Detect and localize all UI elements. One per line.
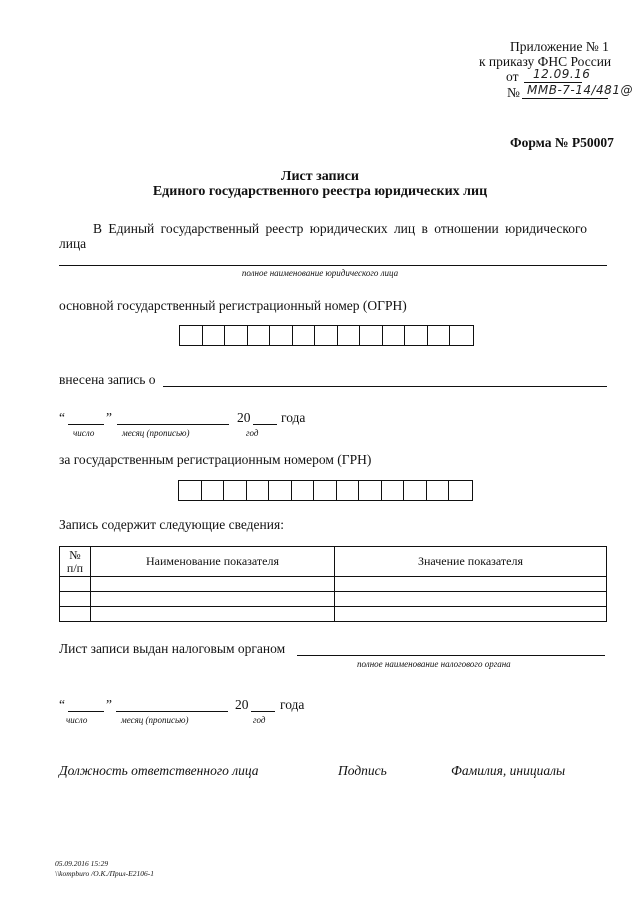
date2-day-caption: число bbox=[66, 715, 88, 725]
entry-line[interactable] bbox=[163, 386, 607, 387]
footer-timestamp: 05.09.2016 15:29 bbox=[55, 859, 109, 868]
ogrn-cell[interactable] bbox=[203, 326, 226, 345]
table-intro: Запись содержит следующие сведения: bbox=[59, 517, 284, 532]
order-number-handwritten: ММВ-7-14/481@ bbox=[527, 83, 633, 97]
date1-day-line[interactable] bbox=[68, 424, 104, 425]
ogrn-cell[interactable] bbox=[270, 326, 293, 345]
header-number bbox=[60, 547, 91, 577]
table-cell[interactable] bbox=[335, 592, 607, 607]
appendix-label: Приложение № 1 bbox=[510, 39, 609, 54]
ogrn-cell[interactable] bbox=[383, 326, 406, 345]
grn-cell[interactable] bbox=[337, 481, 360, 500]
date1-year-word: года bbox=[281, 410, 306, 425]
ogrn-cell[interactable] bbox=[360, 326, 383, 345]
ogrn-cell[interactable] bbox=[450, 326, 473, 345]
table-cell[interactable] bbox=[60, 592, 91, 607]
table-row bbox=[60, 592, 607, 607]
date1-year-caption: год bbox=[246, 428, 259, 438]
order-date-prefix: от bbox=[506, 69, 519, 84]
date1-day-caption: число bbox=[73, 428, 95, 438]
date1-month-caption: месяц (прописью) bbox=[122, 428, 190, 438]
order-number-prefix: № bbox=[507, 85, 520, 100]
date2-quote-open: “ bbox=[59, 697, 65, 712]
entity-name-caption: полное наименование юридического лица bbox=[241, 268, 399, 278]
grn-cell[interactable] bbox=[224, 481, 247, 500]
grn-cell[interactable] bbox=[404, 481, 427, 500]
ogrn-cell[interactable] bbox=[428, 326, 451, 345]
ogrn-cell[interactable] bbox=[405, 326, 428, 345]
grn-cells bbox=[178, 480, 473, 501]
grn-cell[interactable] bbox=[314, 481, 337, 500]
order-date-handwritten: 12.09.16 bbox=[533, 67, 591, 81]
date1-quote-open: “ bbox=[59, 410, 65, 425]
issued-line[interactable] bbox=[297, 655, 605, 656]
info-table bbox=[59, 546, 607, 622]
grn-cell[interactable] bbox=[382, 481, 405, 500]
ogrn-cell[interactable] bbox=[338, 326, 361, 345]
grn-label: за государственным регистрационным номером (ГРН) bbox=[59, 452, 372, 467]
order-number-line bbox=[522, 98, 608, 99]
date2-year-word: года bbox=[280, 697, 305, 712]
ogrn-cells bbox=[179, 325, 474, 346]
intro-text-line1: В Единый государственный реестр юридических лиц в отношении юридического bbox=[93, 221, 587, 236]
grn-cell[interactable] bbox=[269, 481, 292, 500]
table-cell[interactable] bbox=[60, 607, 91, 622]
date2-month-line[interactable] bbox=[116, 711, 228, 712]
signature-label: Подпись bbox=[338, 763, 387, 778]
date2-year-caption: год bbox=[253, 715, 266, 725]
entity-name-line bbox=[59, 265, 607, 266]
header-indicator-name: Наименование показателя bbox=[91, 547, 335, 577]
table-cell[interactable] bbox=[91, 577, 335, 592]
header-number-line2: п/п bbox=[66, 560, 84, 575]
grn-cell[interactable] bbox=[179, 481, 202, 500]
table-header-row bbox=[60, 547, 607, 577]
date1-month-line[interactable] bbox=[117, 424, 229, 425]
header-number-line1: № bbox=[69, 547, 81, 562]
date2-century: 20 bbox=[235, 697, 249, 712]
issued-caption: полное наименование налогового органа bbox=[357, 659, 511, 669]
grn-cell[interactable] bbox=[449, 481, 472, 500]
table-row bbox=[60, 577, 607, 592]
table-cell[interactable] bbox=[91, 607, 335, 622]
date2-month-caption: месяц (прописью) bbox=[121, 715, 189, 725]
date1-quote-close: ” bbox=[106, 410, 112, 425]
title-line2: Единого государственного реестра юридических лиц bbox=[152, 184, 488, 199]
table-cell[interactable] bbox=[335, 607, 607, 622]
ogrn-cell[interactable] bbox=[180, 326, 203, 345]
grn-cell[interactable] bbox=[359, 481, 382, 500]
ogrn-cell[interactable] bbox=[225, 326, 248, 345]
full-name-label: Фамилия, инициалы bbox=[451, 763, 566, 778]
table-cell[interactable] bbox=[60, 577, 91, 592]
order-reference: к приказу ФНС России bbox=[479, 54, 612, 69]
ogrn-cell[interactable] bbox=[248, 326, 271, 345]
table-cell[interactable] bbox=[91, 592, 335, 607]
issued-label: Лист записи выдан налоговым органом bbox=[59, 641, 286, 656]
table-cell[interactable] bbox=[335, 577, 607, 592]
grn-cell[interactable] bbox=[247, 481, 270, 500]
ogrn-label: основной государственный регистрационный номер (ОГРН) bbox=[59, 298, 407, 313]
date2-year-line[interactable] bbox=[251, 711, 275, 712]
grn-cell[interactable] bbox=[427, 481, 450, 500]
footer-file-reference: \\kompburo /О.К./Прил-Е2106-1 bbox=[55, 869, 155, 878]
ogrn-cell[interactable] bbox=[293, 326, 316, 345]
date2-quote-close: ” bbox=[106, 697, 112, 712]
title-line1: Лист записи bbox=[281, 169, 359, 184]
header-indicator-value: Значение показателя bbox=[335, 547, 607, 577]
form-number: Форма № Р50007 bbox=[510, 135, 614, 150]
date1-century: 20 bbox=[237, 410, 251, 425]
ogrn-cell[interactable] bbox=[315, 326, 338, 345]
entry-label: внесена запись о bbox=[59, 372, 156, 387]
table-row bbox=[60, 607, 607, 622]
grn-cell[interactable] bbox=[292, 481, 315, 500]
date1-year-line[interactable] bbox=[253, 424, 277, 425]
date2-day-line[interactable] bbox=[68, 711, 104, 712]
responsible-position-label: Должность ответственного лица bbox=[59, 763, 259, 778]
intro-text-line2: лица bbox=[59, 236, 87, 251]
grn-cell[interactable] bbox=[202, 481, 225, 500]
